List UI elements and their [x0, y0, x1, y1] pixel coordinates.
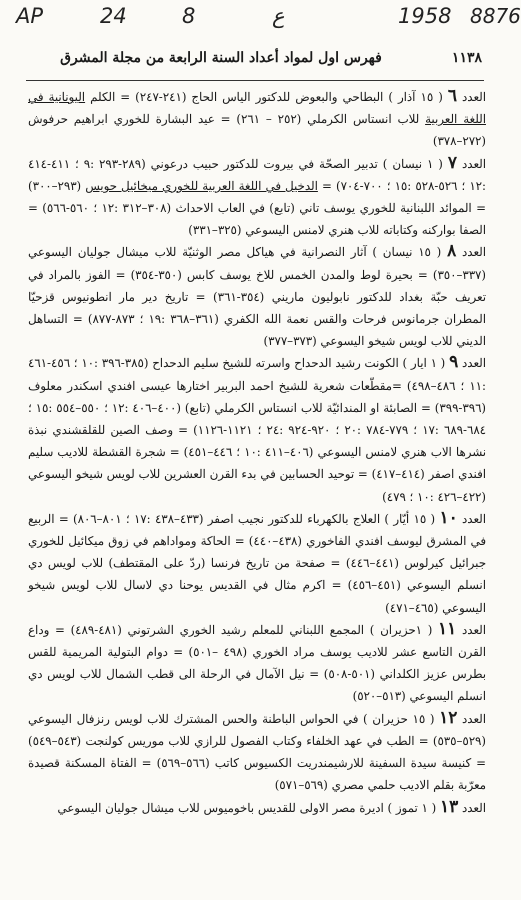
page-title: فهرس اول لمواد أعداد السنة الرابعة من مجلة المشرق — [60, 50, 382, 66]
entry-label: العدد — [462, 622, 487, 637]
handwritten-note: ع — [272, 4, 285, 28]
entry-text: ( ١٥ حزيران ) في الحواس الباطنة والحس المشترك للاب لويس رنزفال اليسوعي (٥٢٩–٥٣٥) = الطب في عهد الخلفاء وكتاب الفصول للرازي للاب موريس كولنجت (٥٤٣–٥٤٩) = كنيسة سيدة السفينة للارشيمندريت الكسيوس كاتب (٥٦٦–٥٦٩) = الفتاة المسكنة قصيدة معرّبة بقلم الاديب حلمي مصري (٥٦٩–٥٧١) — [28, 711, 486, 793]
index-entry — [28, 797, 486, 819]
index-entry — [28, 508, 486, 619]
underlined-text: اليونانية في اللغة العربية — [28, 90, 486, 127]
issue-number: ١٠ — [439, 507, 458, 528]
index-entry — [28, 352, 486, 507]
entry-text: ( ١ تموز ) اديرة مصر الاولى للقديس باخوميوس للاب ميشال جوليان اليسوعي — [57, 800, 437, 815]
index-entry — [28, 708, 486, 797]
handwritten-note: AP — [16, 4, 44, 28]
entry-text: ( ١ نيسان ) تدبير الصحّة في بيروت للدكتور حبيب درعوني (٢٨٩-٢٩٣ :٩ ؛ ٤١١-٤١٤ :١٢ ؛ ٥٢٦-٥٢٨ :١٥ ؛ ٧٠٠-٧٠٤) = — [28, 156, 486, 193]
issue-number: ٨ — [447, 241, 457, 262]
entry-label: العدد — [462, 156, 487, 171]
issue-number: ٩ — [449, 352, 459, 373]
entry-label: العدد — [462, 511, 487, 526]
underlined-text: الدخيل في اللغة العربية للخوري ميخائيل حويس — [85, 178, 318, 193]
handwritten-annotations — [0, 2, 521, 36]
handwritten-note: 1958 — [398, 4, 452, 28]
header-divider — [26, 80, 484, 81]
entry-label: العدد — [462, 245, 487, 260]
handwritten-note: 8 — [182, 4, 196, 28]
entry-label: العدد — [462, 90, 487, 104]
issue-number: ١١ — [438, 618, 457, 639]
issue-number: ١٢ — [439, 707, 458, 728]
entry-label: العدد — [462, 356, 487, 371]
index-entry — [28, 153, 486, 242]
issue-number: ٦ — [447, 86, 457, 106]
handwritten-note: 8876 — [470, 4, 521, 28]
page-header — [30, 40, 482, 78]
issue-number: ١٣ — [439, 796, 459, 817]
handwritten-note: 24 — [100, 4, 127, 28]
index-entry — [28, 619, 486, 708]
page-number: ١١٣٨ — [451, 50, 482, 66]
entry-label: العدد — [462, 711, 487, 726]
entry-text: للاب انستاس الكرملي (٢٥٢ – ٢٦١) = عيد البشارة للخوري ابراهيم حرفوش (٢٧٢–٣٧٨) — [28, 112, 486, 149]
index-entry — [28, 241, 486, 352]
entry-text: ( ١٥ أيّار ) العلاج بالكهرباء للدكتور نجيب اصفر (٤٣٣–٤٣٨ :١٧ ؛ ٨٠١–٨٠٦) = الربيع في المشرق ليوسف افندي الفاخوري (٤٣٨–٤٤٠) = الحاكة ومواداهم في زوق ميكائيل للخوري جبرائيل كيرلوس (٤٤١–٤٤٦) = صفحة من تاريخ فرنسا (ردّ على المقتطف) للاب لويس دي انسلم اليسوعي (٤٥١–٤٥٦) = اكرم مثال في القديس يوحنا دي لاسال للاب لويس شيخو اليسوعي (٤٦٥–٤٧١) — [28, 511, 486, 615]
index-entries — [28, 86, 486, 819]
entry-text: ( ١٥ آذار ) البطاحي والبعوض للدكتور الياس الحاج (٢٤١-٢٤٧) = الكلم — [85, 90, 443, 104]
entry-text: ( ١ ايار ) الكونت رشيد الدحداح واسرته للشيخ سليم الدحداح (٣٨٥-٣٩٦ :١٠ ؛ ٤٥٦-٤٦١ :١١ ؛ ٤٨٦–٤٩٨) =مقطّعات شعرية للشيخ احمد البربير اختارها عيسى افندي اسكندر معلوف (٣٩٦-٣٩٩) = الصابئة او المندائيّة للاب انستاس الكرملي (تابع) (٤٠٠–٤٠٦ :١٢ ؛ ٥٥٠–٥٥٤ :١٥ ؛ ٦٨٤-٦٨٩ :١٧ ؛ ٧٧٩-٧٨٤ :٢٠ ؛ ٩٢٠-٩٢٤ :٢٤ ؛ ١١٢١-١١٢٦) = وصف الصين للقلقشندي نبذة نشرها الاب هنري لامنس اليسوعي (٤٠٦–٤١١ :١٠ ؛ ٤٤٦–٤٥١) = شجرة القشطة للاديب سليم افندي اصفر (٤١٤–٤١٧) = توحيد الحسابين في بدء القرن العشرين للاب لويس شيخو اليسوعي (٤٢٢–٤٢٦ :١٠ ؛ ٤٧٩) — [28, 356, 487, 504]
entry-label: العدد — [461, 800, 486, 815]
index-entry — [28, 86, 486, 153]
entry-text: ( ١٥ نيسان ) آثار النصرانية في هياكل مصر الوثنيّة للاب ميشال جوليان اليسوعي (٣٣٧–٣٥٠) = بحيرة لوط والمدن الخمس للاخ يوسف كابس (٣٥٠-٣٥٤) = الفوز بالمراد في تعريف حبّة بغداد للدكتور نابوليون ماريني (٣٥٤-٣٦١) = تاريخ دير مار انطونيوس قزحيّا المطران جرمانوس فرحات والقس نعمة الله الكفري (٣٦١–٣٦٨ :١٩ ؛ ٨٧٣-٨٧٧) = التساهل الديني للاب لويس شيخو اليسوعي (٣٧٣–٣٧٧) — [28, 245, 486, 349]
entry-text: ( ١حزيران ) المجمع اللبناني للمعلم رشيد الخوري الشرتوني (٤٨١-٤٨٩) = وداع القرن التاسع عشر للاديب يوسف مراد الخوري (٤٩٨ –٥٠١) = دوام البتولية المريمية للقس بطرس عزيز الكلداني (٥٠١-٥٠٨) = نيل الآمال في الرحلة الى قطب الشمال للاب لويس دي انسلم اليسوعي (٥١٣–٥٢٠) — [28, 622, 486, 704]
issue-number: ٧ — [447, 152, 458, 173]
entry-text: (٢٩٣–٣٠٠) = الموائد اللبنانية للخوري يوسف تاني (تابع) في العاب الاحداث (٣٠٨–٣١٢ :١٢ ؛ ٥٦٠-٥٦٦) = الصفا بواركنه وكتاباته للاب هنري لامنس اليسوعي (٣٢٥–٣٣١) — [28, 178, 486, 238]
